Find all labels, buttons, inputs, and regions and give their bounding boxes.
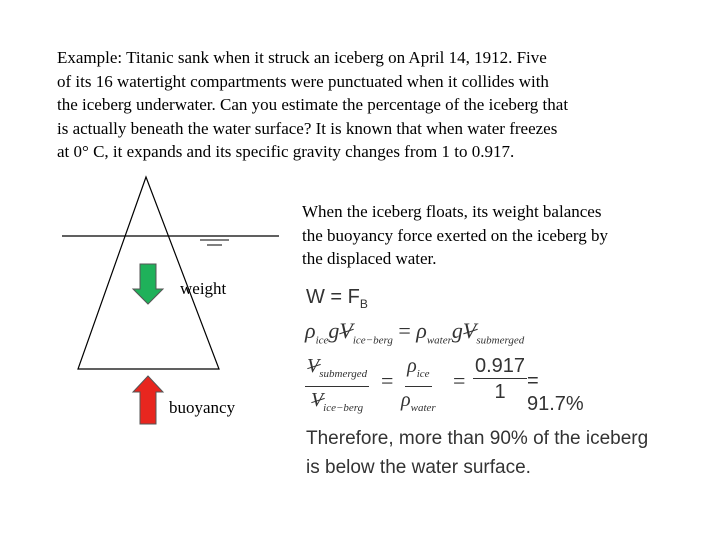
explanation-text: When the iceberg floats, its weight balances the buoyancy force exerted on the iceberg by the displaced water. (302, 202, 609, 268)
frac-rho-bottom: ρ (401, 389, 411, 411)
volume-ratio-fraction (305, 354, 369, 421)
eq2-submerged-sub: submerged (476, 334, 525, 347)
eq2-g: g (328, 318, 340, 343)
buoyancy-label: buoyancy (169, 398, 236, 417)
numeric-fraction (473, 354, 527, 405)
eq2-g-2: g (451, 318, 463, 343)
frac-ice-sub: ice (416, 368, 430, 380)
weight-arrow (133, 264, 163, 304)
frac-rho-top: ρ (407, 355, 417, 377)
eq2-ice-sub: ice (315, 334, 329, 347)
eq2-rho-water: ρ (416, 318, 427, 343)
frac-water-sub: water (410, 402, 436, 414)
conclusion-text: Therefore, more than 90% of the iceberg is below the water surface. (306, 428, 649, 478)
eq1-subscript: B (359, 297, 368, 311)
buoyancy-arrow (133, 376, 163, 424)
frac-numeric-top: 0.917 (475, 355, 526, 377)
eq2-water-sub: water (426, 334, 452, 347)
frac-submerged-sub: submerged (319, 368, 368, 380)
ratio-result: = 91.7% (527, 370, 584, 415)
density-ratio-fraction (401, 354, 436, 421)
eq2-volume-iceberg: V (339, 318, 353, 343)
frac-iceberg-sub: ice−berg (323, 402, 364, 414)
weight-label: weight (180, 279, 227, 298)
ratio-equals-2: = (453, 368, 466, 393)
frac-numeric-bottom: 1 (494, 381, 506, 403)
eq2-iceberg-sub: ice−berg (352, 334, 393, 347)
frac-v-bottom: V (310, 389, 324, 411)
equation-density (305, 318, 524, 346)
eq2-volume-submerged: V (462, 318, 477, 343)
eq1-text: W = F (306, 286, 360, 308)
eq2-equals: = (398, 318, 411, 343)
frac-v-top: V (307, 355, 320, 377)
ratio-equals-1: = (381, 368, 394, 393)
eq2-rho-ice: ρ (305, 318, 316, 343)
equation-weight-buoyancy (306, 286, 368, 311)
problem-statement: Example: Titanic sank when it struck an iceberg on April 14, 1912. Five of its 16 watertight compartments were punctuated when it collides with the iceberg underwater. Can you estimate the percentage of the iceberg that is actually beneath the water surface? It is known that when water freezes at 0° C, it expands and its specific gravity changes from 1 to 0.917. (57, 48, 569, 161)
